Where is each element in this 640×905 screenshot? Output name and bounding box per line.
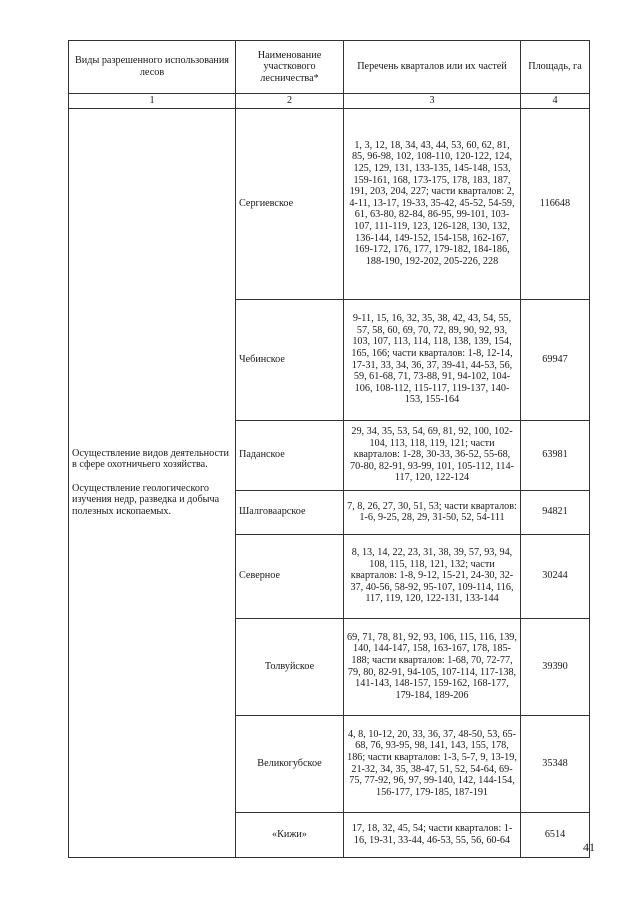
forestry-name: «Кижи» — [236, 812, 344, 857]
column-number: 3 — [344, 94, 521, 109]
quarters-list: 7, 8, 26, 27, 30, 51, 53; части кварталов: 1-6, 9-25, 28, 29, 31-50, 52, 54-111 — [344, 490, 521, 534]
forestry-name: Шалговаарское — [236, 490, 344, 534]
table-header-row — [69, 41, 590, 94]
area-value: 35348 — [521, 715, 590, 812]
area-value: 30244 — [521, 534, 590, 618]
header-quarters-list: Перечень кварталов или их частей — [344, 41, 521, 94]
quarters-list: 8, 13, 14, 22, 23, 31, 38, 39, 57, 93, 94, 108, 115, 118, 121, 132; части кварталов: 1-8, 9-12, 15-21, 24-30, 32-37, 40-56, 58-92, 95-107, 109-114, 116, 117, 119, 120, 122-131, 133-144 — [344, 534, 521, 618]
area-value: 39390 — [521, 618, 590, 715]
forestry-name: Сергиевское — [236, 108, 344, 299]
column-number-row — [69, 94, 590, 109]
quarters-list: 9-11, 15, 16, 32, 35, 38, 42, 43, 54, 55, 57, 58, 60, 69, 70, 72, 89, 90, 92, 93, 103, 107, 113, 114, 118, 138, 139, 154, 165, 166; части кварталов: 1-8, 12-14, 17-31, 33, 34, 36, 37, 39-41, 44-53, 56, 59, 61-68, 71, 73-88, 91, 94-102, 104-106, 108-112, 115-117, 119-137, 140-153, 155-164 — [344, 299, 521, 420]
area-value: 69947 — [521, 299, 590, 420]
column-number: 2 — [236, 94, 344, 109]
table-row — [69, 108, 590, 299]
area-value: 63981 — [521, 420, 590, 490]
page-number: 41 — [583, 840, 595, 854]
forestry-name: Северное — [236, 534, 344, 618]
use-type-geology: Осуществление геологического изучения недр, разведка и добыча полезных ископаемых. — [72, 482, 220, 517]
forestry-name: Чебинское — [236, 299, 344, 420]
use-type-hunting: Осуществление видов деятельности в сфере охотничьего хозяйства. — [72, 447, 229, 471]
forest-use-table — [68, 40, 590, 858]
forestry-name: Толвуйское — [236, 618, 344, 715]
header-forestry-name: Наименование участкового лесничества* — [236, 41, 344, 94]
area-value: 116648 — [521, 108, 590, 299]
column-number: 1 — [69, 94, 236, 109]
area-value: 94821 — [521, 490, 590, 534]
use-types-cell — [69, 108, 236, 857]
header-area: Площадь, га — [521, 41, 590, 94]
area-value: 6514 — [521, 812, 590, 857]
quarters-list: 69, 71, 78, 81, 92, 93, 106, 115, 116, 139, 140, 144-147, 158, 163-167, 178, 185-188; части кварталов: 1-68, 70, 72-77, 79, 80, 82-91, 94-105, 107-114, 117-138, 141-143, 148-157, 159-162, 168-177, 179-184, 189-206 — [344, 618, 521, 715]
quarters-list: 17, 18, 32, 45, 54; части кварталов: 1-16, 19-31, 33-44, 46-53, 55, 56, 60-64 — [344, 812, 521, 857]
quarters-list: 4, 8, 10-12, 20, 33, 36, 37, 48-50, 53, 65-68, 76, 93-95, 98, 141, 143, 155, 178, 186; части кварталов: 1-3, 5-7, 9, 13-19, 21-32, 34, 35, 38-47, 51, 52, 54-64, 69-75, 77-92, 96, 97, 99-140, 142, 144-154, 156-177, 179-185, 187-191 — [344, 715, 521, 812]
column-number: 4 — [521, 94, 590, 109]
quarters-list: 29, 34, 35, 53, 54, 69, 81, 92, 100, 102-104, 113, 118, 119, 121; части кварталов: 1-28, 30-33, 36-52, 55-68, 70-80, 82-91, 93-99, 101, 105-112, 114-117, 120, 122-124 — [344, 420, 521, 490]
forestry-name: Паданское — [236, 420, 344, 490]
header-use-types: Виды разрешенного использования лесов — [69, 41, 236, 94]
quarters-list: 1, 3, 12, 18, 34, 43, 44, 53, 60, 62, 81, 85, 96-98, 102, 108-110, 120-122, 124, 125, 129, 131, 133-135, 145-148, 153, 159-161, 168, 173-175, 178, 183, 187, 191, 203, 204, 227; части кварталов: 2, 4-11, 13-17, 19-33, 35-42, 45-52, 54-59, 61, 63-80, 82-84, 86-95, 99-101, 103-107, 111-119, 123, 126-128, 130, 132, 136-144, 149-152, 154-158, 162-167, 169-172, 176, 177, 179-182, 184-186, 188-190, 192-202, 205-226, 228 — [344, 108, 521, 299]
forestry-name: Великогубское — [236, 715, 344, 812]
